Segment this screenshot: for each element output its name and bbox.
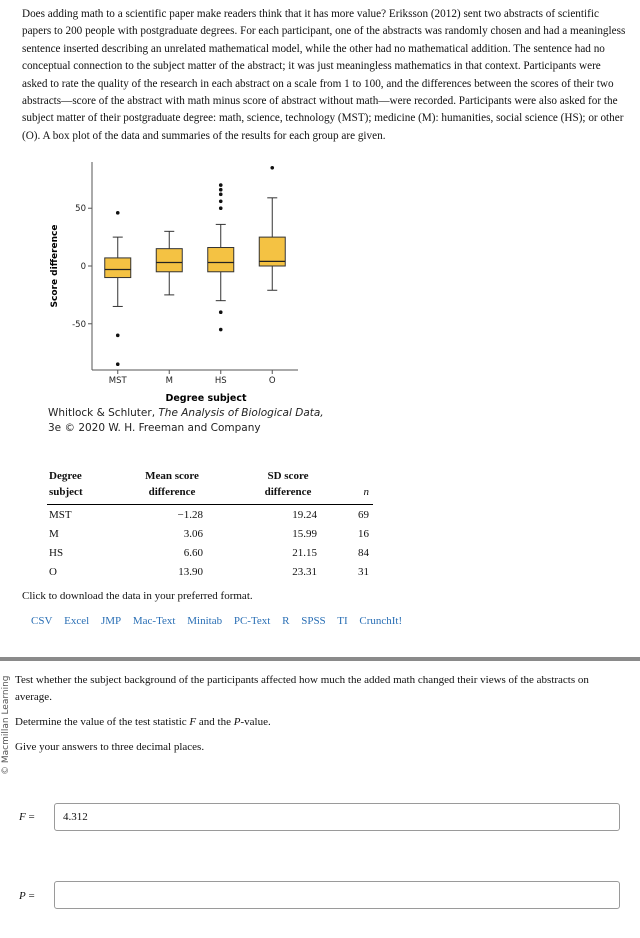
credit-authors: Whitlock & Schluter, bbox=[48, 407, 156, 419]
download-csv-link[interactable]: CSV bbox=[31, 615, 53, 627]
table-row bbox=[47, 505, 373, 525]
cell-sd: 19.24 bbox=[292, 509, 317, 521]
header-degree-subject: Degree subject bbox=[47, 466, 115, 505]
y-axis-label: Score difference bbox=[50, 224, 60, 308]
question-prompt: Test whether the subject background of the participants affected how much the added math changed their views of the abstracts on average. bbox=[15, 674, 589, 703]
credit-book-title: The Analysis of Biological Data, bbox=[158, 407, 324, 419]
table-row bbox=[47, 543, 373, 562]
outlier-point bbox=[219, 188, 223, 192]
question-instruction: Determine the value of the test statistic F and the P-value. bbox=[15, 716, 271, 728]
box-iqr bbox=[208, 248, 234, 272]
outlier-point bbox=[116, 362, 120, 366]
y-tick-label: 0 bbox=[80, 262, 86, 272]
download-pc-text-link[interactable]: PC-Text bbox=[233, 615, 271, 627]
credit-edition: 3e © 2020 W. H. Freeman and Company bbox=[48, 422, 261, 434]
cell-sd: 15.99 bbox=[292, 528, 317, 540]
f-statistic-input[interactable] bbox=[54, 803, 620, 831]
intro-paragraph: Does adding math to a scientific paper make readers think that it has more value? Eriksson (2012) sent two abstracts of scientific papers to 200 people with postgraduate degrees. For each participant, one of the abstracts was randomly chosen and had a meaningless sentence inserted describing an unrelated mathematical model, while the other had no mathematical addition. The sentence had no conceptual connection to the subject matter of the abstract; it was just meaningless mathematics in that context. Participants were asked to rate the quality of the research in each abstract on a scale from 1 to 100, and the differences between the scores of their two abstracts—score of the abstract with math minus score of abstract without math—were recorded. Participants were also asked for the subject matter of their postgraduate degree: math, science, technology (MST); medicine (M): humanities, social science (HS); or other (O). A box plot of the data and summaries of the results for each group are given. bbox=[22, 8, 626, 142]
table-header-row bbox=[47, 466, 373, 505]
question-precision-note: Give your answers to three decimal places. bbox=[15, 741, 205, 753]
cell-n: 31 bbox=[358, 566, 369, 578]
download-instructions: Click to download the data in your preferred format. bbox=[22, 590, 253, 602]
download-jmp-link[interactable]: JMP bbox=[100, 615, 122, 627]
cell-subject: M bbox=[49, 528, 59, 540]
publisher-credit: © Macmillan Learning bbox=[1, 675, 11, 775]
cell-n: 16 bbox=[358, 528, 369, 540]
cell-mean: −1.28 bbox=[177, 509, 203, 521]
box-iqr bbox=[156, 249, 182, 272]
download-r-link[interactable]: R bbox=[282, 615, 290, 627]
x-tick-label: M bbox=[165, 376, 173, 386]
p-answer-label: P = bbox=[19, 890, 35, 902]
box-plot-chart bbox=[40, 158, 300, 404]
outlier-point bbox=[219, 310, 223, 314]
summary-table bbox=[47, 466, 373, 581]
cell-subject: HS bbox=[49, 547, 64, 559]
y-tick-label: -50 bbox=[72, 319, 86, 330]
question-block bbox=[15, 672, 627, 764]
x-tick-label: O bbox=[268, 376, 276, 386]
x-tick-label: HS bbox=[214, 376, 227, 386]
download-crunchit-link[interactable]: CrunchIt! bbox=[359, 615, 403, 627]
outlier-point bbox=[116, 334, 120, 338]
p-value-input[interactable] bbox=[54, 881, 620, 909]
f-answer-label: F = bbox=[19, 811, 35, 823]
cell-sd: 23.31 bbox=[292, 566, 317, 578]
cell-n: 84 bbox=[358, 547, 369, 559]
download-mac-text-link[interactable]: Mac-Text bbox=[132, 615, 176, 627]
section-divider bbox=[0, 657, 640, 661]
download-format-links bbox=[31, 615, 411, 627]
outlier-point bbox=[219, 193, 223, 197]
outlier-point bbox=[219, 328, 223, 332]
table-row bbox=[47, 562, 373, 581]
outlier-point bbox=[270, 166, 274, 170]
download-ti-link[interactable]: TI bbox=[337, 615, 348, 627]
x-axis-label: Degree subject bbox=[165, 393, 247, 404]
cell-mean: 3.06 bbox=[183, 528, 203, 540]
header-n: n bbox=[347, 466, 373, 505]
problem-intro bbox=[22, 6, 628, 145]
outlier-point bbox=[219, 199, 223, 203]
cell-n: 69 bbox=[358, 509, 369, 521]
header-mean-score: Mean score difference bbox=[115, 466, 231, 505]
figure-credit bbox=[48, 406, 324, 436]
cell-subject: MST bbox=[49, 509, 72, 521]
outlier-point bbox=[219, 183, 223, 187]
download-excel-link[interactable]: Excel bbox=[64, 615, 90, 627]
box-iqr bbox=[105, 258, 131, 278]
x-tick-label: MST bbox=[108, 376, 127, 386]
cell-subject: O bbox=[49, 566, 57, 578]
header-sd-score: SD score difference bbox=[231, 466, 347, 505]
download-spss-link[interactable]: SPSS bbox=[301, 615, 326, 627]
cell-mean: 6.60 bbox=[183, 547, 203, 559]
outlier-point bbox=[116, 211, 120, 215]
cell-mean: 13.90 bbox=[178, 566, 203, 578]
chart-marks-group bbox=[72, 166, 285, 386]
download-minitab-link[interactable]: Minitab bbox=[187, 615, 223, 627]
table-row bbox=[47, 524, 373, 543]
cell-sd: 21.15 bbox=[292, 547, 317, 559]
y-tick-label: 50 bbox=[75, 204, 86, 215]
outlier-point bbox=[219, 206, 223, 210]
